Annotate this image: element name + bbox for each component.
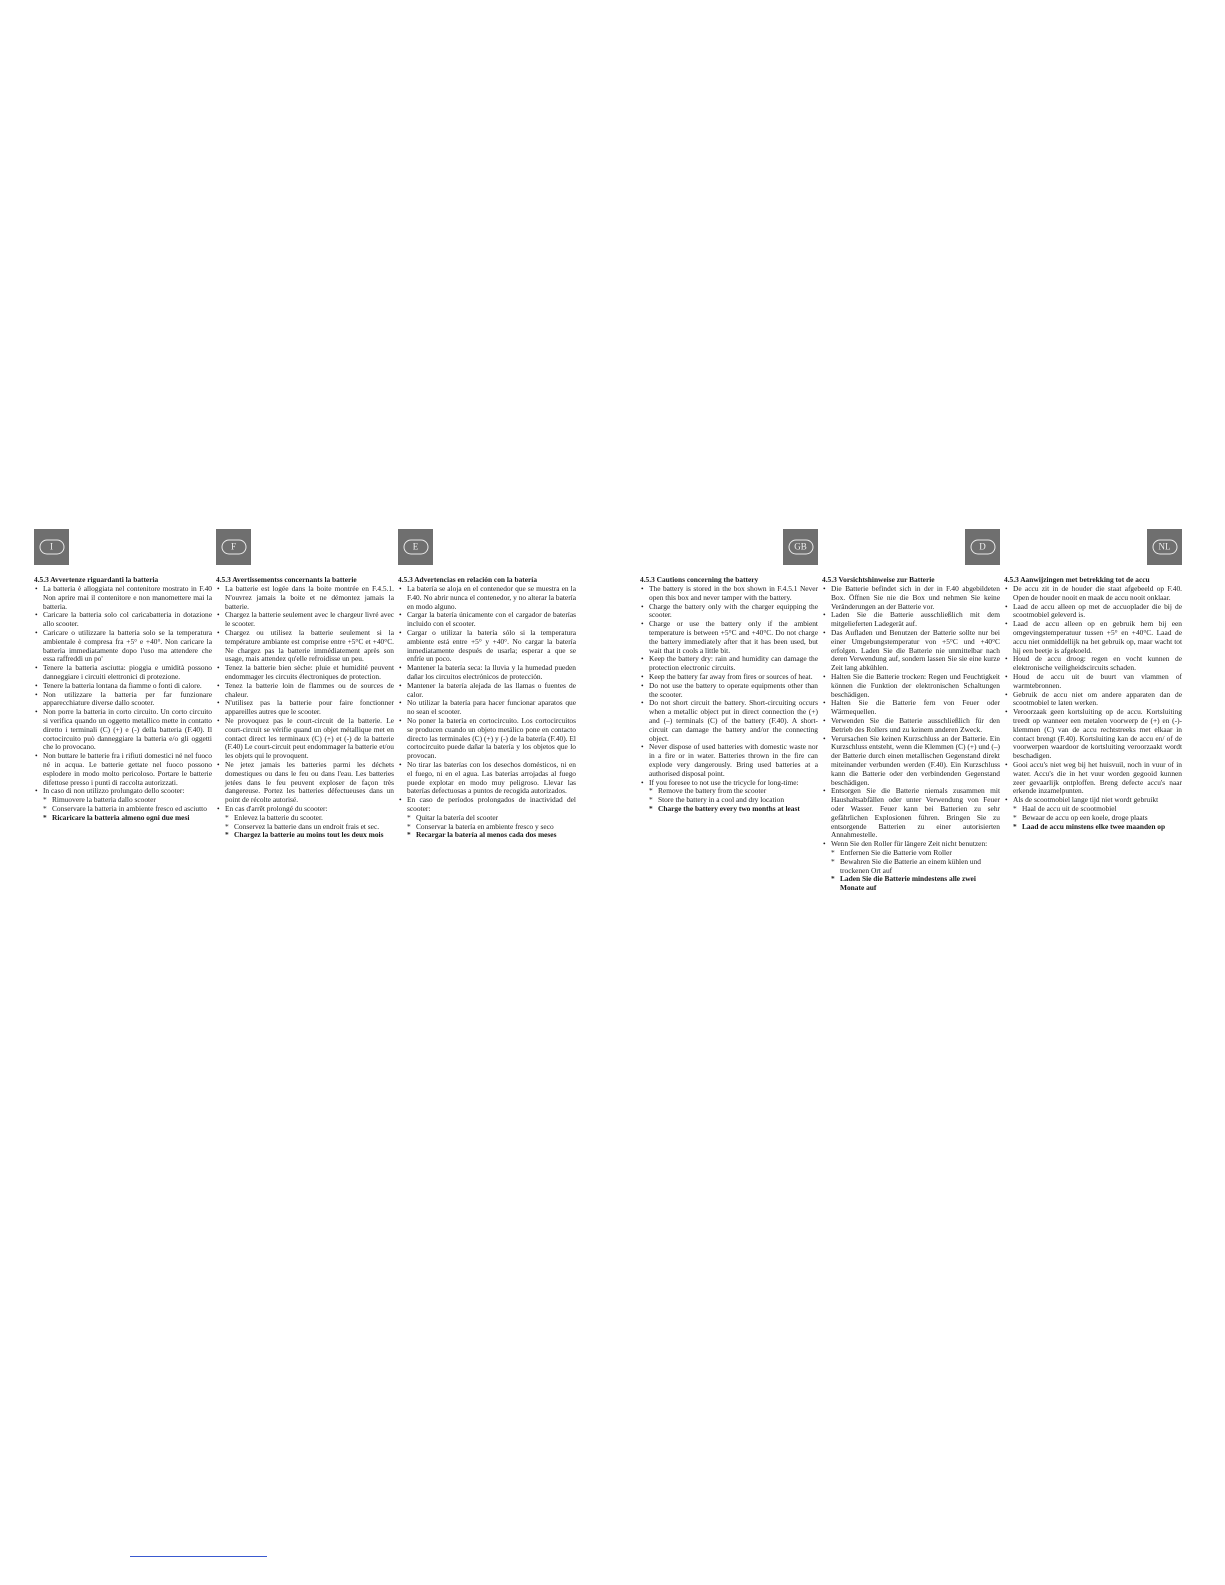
section-heading: 4.5.3 Vorsichtshinweise zur Batterie: [822, 575, 935, 584]
list-item: • Gooi accu's niet weg bij het huisvuil, noch in vuur of in water. Accu's die in het vuur worden gegooid kunnen zeer gevaarlijk ontploffen. Breng defecte accu's naar erkende inzamelpunten.: [1004, 761, 1182, 796]
list-item: • Mantener la batería seca: la lluvia y la humedad pueden dañar los circuitos electrónicos de protección.: [398, 664, 576, 682]
list-item: • Charge or use the battery only if the ambient temperature is between +5°C and +40°C. Do not charge the battery immediately after that it has been used, but wait that it cools a little bit.: [640, 620, 818, 655]
language-tab-es: [398, 529, 433, 565]
list-item: • Ne provoquez pas le court-circuit de la batterie. Le court-circuit se vérifie quand un objet métallique met en contact direct les terminaux (C) (+) et (-) de la batterie (F.40) Le court-circuit peut endommager la batterie et/ou les objets qui le provoquent.: [216, 717, 394, 761]
list-item: • Chargez la batterie seulement avec le chargeur livré avec le scooter.: [216, 611, 394, 629]
list-item: • Laad de accu alleen op met de accuoplader die bij de scootmobiel geleverd is.: [1004, 603, 1182, 621]
section-heading: 4.5.3 Avertissementss concernants la batterie: [216, 575, 357, 584]
warning-list: [640, 585, 818, 787]
list-item: • Caricare la batteria solo col caricabatteria in dotazione allo scooter.: [34, 611, 212, 629]
sub-item: * Rimuovere la batteria dallo scooter: [34, 796, 212, 805]
section-english: [640, 529, 818, 814]
list-item: • Halten Sie die Batterie trocken: Regen und Feuchtigkeit können die Funktion der elektronischen Schaltungen beschädigen.: [822, 673, 1000, 699]
section-german: [822, 529, 1000, 893]
list-item: • Houd de accu uit de buurt van vlammen of warmtebronnen.: [1004, 673, 1182, 691]
language-badge: I: [39, 540, 64, 555]
list-item: • La batería se aloja en el contenedor que se muestra en la F.40. No abrir nunca el contenedor, y no alterar la batería en modo alguno.: [398, 585, 576, 611]
list-item: • Verwenden Sie die Batterie ausschließlich für den Betrieb des Rollers und zu keinem anderen Zweck.: [822, 717, 1000, 735]
list-item: • If you foresee to not use the tricycle for long-time:: [640, 779, 818, 788]
sub-item: * Conservar la batería en ambiente fresco y seco: [398, 823, 576, 832]
list-item: • Non utilizzare la batteria per far funzionare apparecchiature diverse dallo scooter.: [34, 691, 212, 709]
list-item: • Keep the battery far away from fires or sources of heat.: [640, 673, 818, 682]
list-item: • Halten Sie die Batterie fern von Feuer oder Wärmequellen.: [822, 699, 1000, 717]
sub-item: * Remove the battery from the scooter: [640, 787, 818, 796]
list-item: • Do not short circuit the battery. Short-circuiting occurs when a metallic object put in direct connection the (+) and (–) terminals (C) of the battery (F.40). A short-circuit can damage the battery and/or the connecting object.: [640, 699, 818, 743]
list-item: • No poner la batería en cortocircuito. Los cortocircuitos se producen cuando un objeto metálico pone en contacto directo las terminales (C) (+) y (-) de la batería (F.40). El cortocircuito puede dañar la batería y los objetos que lo provocan.: [398, 717, 576, 761]
list-item: • Non porre la batteria in corto circuito. Un corto circuito si verifica quando un oggetto metallico mette in contatto diretto i terminali (C) (+) e (-) della batteria (F.40). Il cortocircuito può danneggiare la batteria e/o gli oggetti che lo provocano.: [34, 708, 212, 752]
section-heading: 4.5.3 Advertencias en relación con la batería: [398, 575, 538, 584]
sub-item: * Bewaar de accu op een koele, droge plaats: [1004, 814, 1182, 823]
sub-item-recharge: * Recargar la batería al menos cada dos meses: [398, 831, 576, 840]
language-badge: D: [970, 540, 995, 555]
list-item: • Veroorzaak geen kortsluiting op de accu. Kortsluiting treedt op wanneer een metalen voorwerp de (+) en (-)-klemmen (C) van de accu rechtstreeks met elkaar in contact brengt (F.40). Kortsluiting kan de accu en/ of de voorwerpen waardoor de kortsluiting veroorzaakt wordt beschadigen.: [1004, 708, 1182, 761]
list-item: • La batterie est logée dans la boite montrée en F.4.5.1. N'ouvrez jamais la boite et ne démontez jamais la batterie.: [216, 585, 394, 611]
list-item: • Tenere la batteria lontana da fiamme o fonti di calore.: [34, 682, 212, 691]
sub-item: * Haal de accu uit de scootmobiel: [1004, 805, 1182, 814]
list-item: • Cargar la batería únicamente con el cargador de baterías incluido con el scooter.: [398, 611, 576, 629]
list-item: • Houd de accu droog: regen en vocht kunnen de elektronische veiligheidscircuits schaden.: [1004, 655, 1182, 673]
language-badge: F: [221, 540, 246, 555]
section-heading: 4.5.3 Avvertenze riguardanti la batteria: [34, 575, 159, 584]
list-item: • En cas d'arrêt prolongé du scooter:: [216, 805, 394, 814]
list-item: • In caso di non utilizzo prolungato dello scooter:: [34, 787, 212, 796]
list-item: • Caricare o utilizzare la batteria solo se la temperatura ambientale è compresa fra +5° e +40°. Non caricare la batteria immediatamente dopo l'uso ma attendere che essa raffreddi un po': [34, 629, 212, 664]
warning-list: [398, 585, 576, 814]
list-item: • Wenn Sie den Roller für längere Zeit nicht benutzen:: [822, 840, 1000, 849]
list-item: • Ne jetez jamais les batteries parmi les déchets domestiques ou dans le feu ou dans l'eau. Les batteries jetées dans le feu peuvent exploser de façon très dangereuse. Portez les batteries défectueuses dans un point de récolte autorisé.: [216, 761, 394, 805]
storage-sublist: [216, 814, 394, 840]
language-tab-nl: [1147, 529, 1182, 565]
list-item: • No utilizar la batería para hacer funcionar aparatos que no sean el scooter.: [398, 699, 576, 717]
storage-sublist: [1004, 805, 1182, 831]
storage-sublist: [822, 849, 1000, 893]
list-item: • Gebruik de accu niet om andere apparaten dan de scootmobiel te laten werken.: [1004, 691, 1182, 709]
list-item: • The battery is stored in the box shown in F.4.5.1 Never open this box and never tamper with the battery.: [640, 585, 818, 603]
language-tab-de: [965, 529, 1000, 565]
list-item: • Non buttare le batterie fra i rifiuti domestici né nel fuoco né in acqua. Le batterie gettate nel fuoco possono esplodere in modo molto pericoloso. Portare le batterie difettose presso i punti di raccolta autorizzati.: [34, 752, 212, 787]
storage-sublist: [34, 796, 212, 822]
list-item: • Cargar o utilizar la batería sólo si la temperatura ambiente está entre +5° y +40°. No cargar la batería inmediatamente después de usarla; esperar a que se enfríe un poco.: [398, 629, 576, 664]
language-tab-gb: [783, 529, 818, 565]
sub-item: * Store the battery in a cool and dry location: [640, 796, 818, 805]
sub-item: * Entfernen Sie die Batterie vom Roller: [822, 849, 1000, 858]
section-dutch: [1004, 529, 1182, 831]
list-item: • Tenere la batteria asciutta: pioggia e umidità possono danneggiare i circuiti elettronici di protezione.: [34, 664, 212, 682]
section-italian: [34, 529, 212, 823]
section-spanish: [398, 529, 576, 840]
section-heading: 4.5.3 Aanwijzingen met betrekking tot de accu: [1004, 575, 1150, 584]
footer-rule: [130, 1556, 267, 1557]
language-badge: E: [403, 540, 428, 555]
language-tab-fr: [216, 529, 251, 565]
list-item: • Chargez ou utilisez la batterie seulement si la température ambiante est comprise entre +5°C et +40°C. Ne chargez pas la batterie immédiatement après son usage, mais attendez qu'elle refroidisse un peu.: [216, 629, 394, 664]
list-item: • Laden Sie die Batterie ausschließlich mit dem mitgelieferten Ladegerät auf.: [822, 611, 1000, 629]
list-item: • Do not use the battery to operate equipments other than the scooter.: [640, 682, 818, 700]
list-item: • Tenez la batterie bien sèche: pluie et humidité peuvent endommager les circuits électroniques de protection.: [216, 664, 394, 682]
storage-sublist: [640, 787, 818, 813]
warning-list: [822, 585, 1000, 849]
list-item: • La batteria è alloggiata nel contenitore mostrato in F.40 Non aprire mai il contenitore e non manomettere mai la batteria.: [34, 585, 212, 611]
section-french: [216, 529, 394, 840]
warning-list: [1004, 585, 1182, 805]
language-badge: NL: [1152, 540, 1177, 555]
list-item: • En caso de períodos prolongados de inactividad del scooter:: [398, 796, 576, 814]
sub-item-recharge: * Laden Sie die Batterie mindestens alle zwei Monate auf: [822, 875, 1000, 893]
list-item: • Mantener la batería alejada de las llamas o fuentes de calor.: [398, 682, 576, 700]
list-item: • Never dispose of used batteries with domestic waste nor in a fire or in water. Batteries thrown in the fire can explode very dangerously. Bring used batteries at a authorised disposal point.: [640, 743, 818, 778]
list-item: • Die Batterie befindet sich in der in F.40 abgebildeten Box. Öffnen Sie nie die Box und nehmen Sie keine Veränderungen an der Batterie vor.: [822, 585, 1000, 611]
language-badge: GB: [788, 540, 813, 555]
list-item: • N'utilisez pas la batterie pour faire fonctionner appareilles autres que le scooter.: [216, 699, 394, 717]
list-item: • Charge the battery only with the charger equipping the scooter.: [640, 603, 818, 621]
sub-item-recharge: * Laad de accu minstens elke twee maanden op: [1004, 823, 1182, 832]
section-heading: 4.5.3 Cautions concerning the battery: [640, 575, 759, 584]
sub-item: * Conservez la batterie dans un endroit frais et sec.: [216, 823, 394, 832]
list-item: • Tenez la batterie loin de flammes ou de sources de chaleur.: [216, 682, 394, 700]
list-item: • Als de scootmobiel lange tijd niet wordt gebruikt: [1004, 796, 1182, 805]
sub-item-recharge: * Chargez la batterie au moins tout les deux mois: [216, 831, 394, 840]
sub-item-recharge: * Charge the battery every two months at least: [640, 805, 818, 814]
sub-item: * Bewahren Sie die Batterie an einem kühlen und trockenen Ort auf: [822, 858, 1000, 876]
warning-list: [216, 585, 394, 814]
warning-list: [34, 585, 212, 796]
sub-item: * Quitar la batería del scooter: [398, 814, 576, 823]
list-item: • Entsorgen Sie die Batterie niemals zusammen mit Haushaltsabfällen oder unter Verwendung von Feuer oder Wasser. Feuer kann bei Batterien zu sehr gefährlichen Explosionen führen. Bringen Sie zu entsorgende Batterien zu einer autorisierten Annahmestelle.: [822, 787, 1000, 840]
list-item: • Laad de accu alleen op en gebruik hem bij een omgevingstemperatuur tussen +5° en +40°C. Laad de accu niet onmiddellijk na het gebruik op, maar wacht tot hij een beetje is afgekoeld.: [1004, 620, 1182, 655]
list-item: • Das Aufladen und Benutzen der Batterie sollte nur bei einer Umgebungstemperatur von +5°C und +40°C erfolgen. Laden Sie die Batterie nie unmittelbar nach deren Verwendung auf, sondern lassen Sie sie eine kurze Zeit lang abkühlen.: [822, 629, 1000, 673]
list-item: • Verursachen Sie keinen Kurzschluss an der Batterie. Ein Kurzschluss entsteht, wenn die Klemmen (C) (+) und (–) der Batterie durch einen metallischen Gegenstand direkt miteinander verbunden werden (F.40). Ein Kurzschluss kann die Batterie oder den verbindenden Gegenstand beschädigen.: [822, 735, 1000, 788]
list-item: • No tirar las baterías con los desechos domésticos, ni en el fuego, ni en el agua. Las baterías arrojadas al fuego puede explotar en modo muy peligroso. Llevar las baterías defectuosas a puntos de recogida autorizados.: [398, 761, 576, 796]
list-item: • De accu zit in de houder die staat afgebeeld op F.40. Open de houder nooit en maak de accu nooit onklaar.: [1004, 585, 1182, 603]
storage-sublist: [398, 814, 576, 840]
sub-item: * Conservare la batteria in ambiente fresco ed asciutto: [34, 805, 212, 814]
sub-item-recharge: * Ricaricare la batteria almeno ogni due mesi: [34, 814, 212, 823]
language-tab-it: [34, 529, 69, 565]
sub-item: * Enlevez la batterie du scooter.: [216, 814, 394, 823]
list-item: • Keep the battery dry: rain and humidity can damage the protection electronic circuits.: [640, 655, 818, 673]
